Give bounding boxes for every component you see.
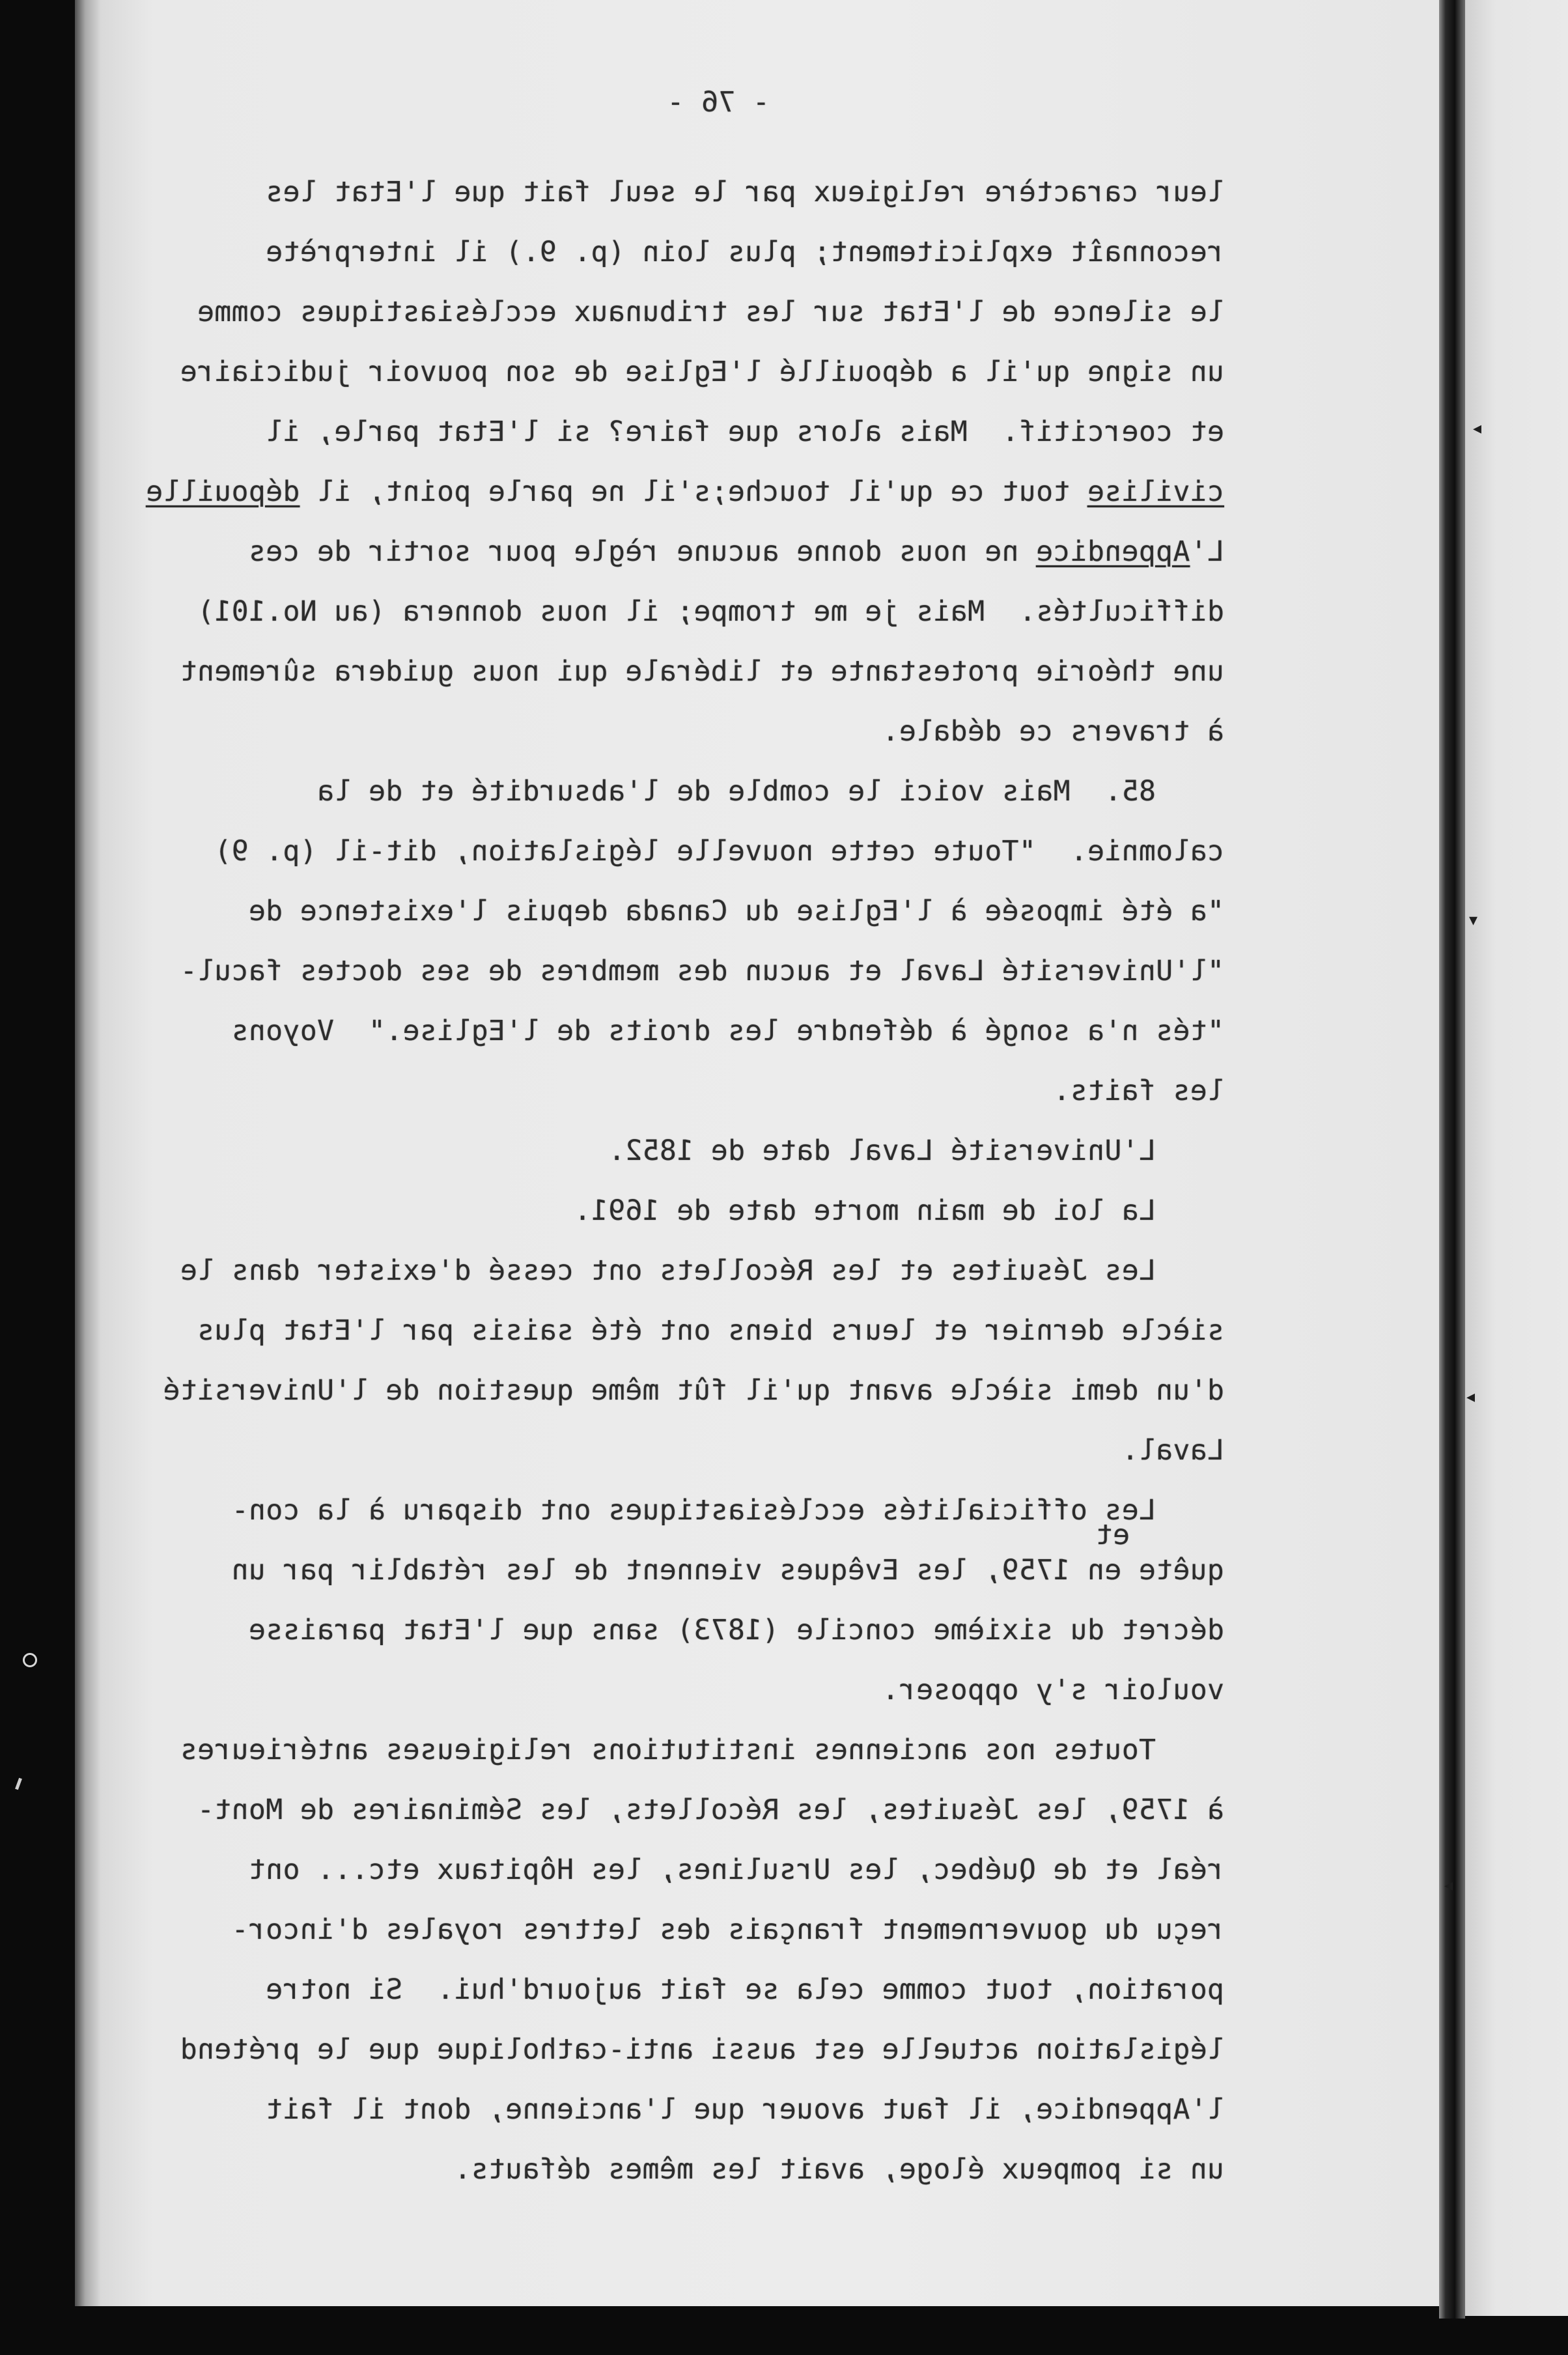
paragraph-start: 85. Mais voici le comble de l'absurdité et de la (316, 775, 1156, 808)
text-line: à travers ce dédale. (882, 715, 1224, 748)
text-line: réal et de Québec, les Ursulines, les Hôpitaux etc... ont (248, 1854, 1224, 1886)
text-line: leur caractère religieux par le seul fait que l'Etat les (265, 176, 1224, 208)
paragraph-start: Les Jésuites et les Récollets ont cessé d'exister dans le (180, 1254, 1156, 1287)
text-line: quête en 1759, les Evêques viennent de les rétablir par un (231, 1554, 1224, 1586)
text-line: le silence de l'Etat sur les tribunaux ecclésiastiques comme (197, 296, 1224, 328)
text-line: difficultés. Mais je me trompe; il nous donnera (au No.101) (197, 595, 1224, 628)
film-scratch (15, 1778, 22, 1790)
text-line: un signe qu'il a dépouillé l'Eglise de son pouvoir judiciaire (180, 356, 1224, 388)
text-line: "a été imposée à l'Eglise du Canada depuis l'existence de (248, 895, 1224, 927)
text-line: et coercitif. Mais alors que faire? si l'Etat parle, il (265, 416, 1224, 448)
text-line: reçu du gouvernement français des lettres royales d'incor- (231, 1913, 1224, 1946)
text-line: l'Appendice, il faut avouer que l'ancienne, dont il fait (265, 2093, 1224, 2126)
margin-mark: ◂ (1466, 1387, 1476, 1407)
page-number: - 76 - (667, 86, 770, 119)
text-line: d'un demi siècle avant qu'il fût même question de l'Université (163, 1374, 1224, 1407)
paragraph-start: La loi de main morte date de 1691. (574, 1194, 1156, 1227)
text-line (156, 522, 1224, 582)
underlined-word: civilise (1087, 475, 1224, 508)
underlined-word: dépouille (145, 475, 300, 508)
adjacent-page-edge (1465, 0, 1568, 2316)
text-line: décret du sixième concile (1873) sans que l'Etat paraisse (248, 1614, 1224, 1646)
text-line: à 1759, les Jésuites, les Récollets, les Séminaires de Mont- (197, 1794, 1224, 1826)
text-line: vouloir s'y opposer. (882, 1674, 1224, 1706)
paragraph-start: Les officialités ecclésiastiques ont disparu à la con- (231, 1494, 1156, 1527)
typewritten-text (145, 162, 1224, 2199)
text-line: reconnaît explicitement; plus loin (p. 9.) il interprète (265, 236, 1224, 268)
text-line: "l'Université Laval et aucun des membres de ses doctes facul- (180, 955, 1224, 987)
page-gutter (1439, 0, 1465, 2319)
text-line: poration, tout comme cela se fait aujourd'hui. Si notre (265, 1973, 1224, 2006)
text-line: calomnie. "Toute cette nouvelle législation, dit-il (p. 9) (214, 835, 1224, 867)
text-line: législation actuelle est aussi anti-catholique que le prétend (180, 2033, 1224, 2066)
text-segment: tout ce qu'il touche;s'il ne parle point, il (300, 475, 1087, 508)
margin-mark: ◂ (1444, 1876, 1453, 1895)
paragraph-start: L'Université Laval date de 1852. (608, 1135, 1156, 1167)
paragraph-start: Toutes nos anciennes institutions religieuses antérieures (180, 1734, 1156, 1766)
underlined-word: Appendice (1035, 535, 1190, 568)
text-line: siècle dernier et leurs biens ont été saisis par l'Etat plus (197, 1314, 1224, 1347)
text-line: une théorie protestante et libérale qui nous guidera sûrement (180, 655, 1224, 688)
interlinear-insertion: et (1095, 1519, 1130, 1551)
text-line: les faits. (1053, 1075, 1224, 1107)
text-line: un si pompeux éloge, avait les mêmes défauts. (454, 2153, 1224, 2186)
text-segment: L' (1190, 535, 1224, 568)
text-line (145, 462, 1224, 522)
text-line: Laval. (1121, 1434, 1224, 1467)
text-line: "tés n'a songé à défendre les droits de l'Eglise." Voyons (231, 1015, 1224, 1047)
margin-mark: ◂ (1473, 419, 1482, 438)
film-punch-hole (23, 1653, 37, 1667)
margin-mark: ▾ (1469, 910, 1478, 930)
text-segment: ne nous donne aucune règle pour sortir de ces (248, 535, 1036, 568)
